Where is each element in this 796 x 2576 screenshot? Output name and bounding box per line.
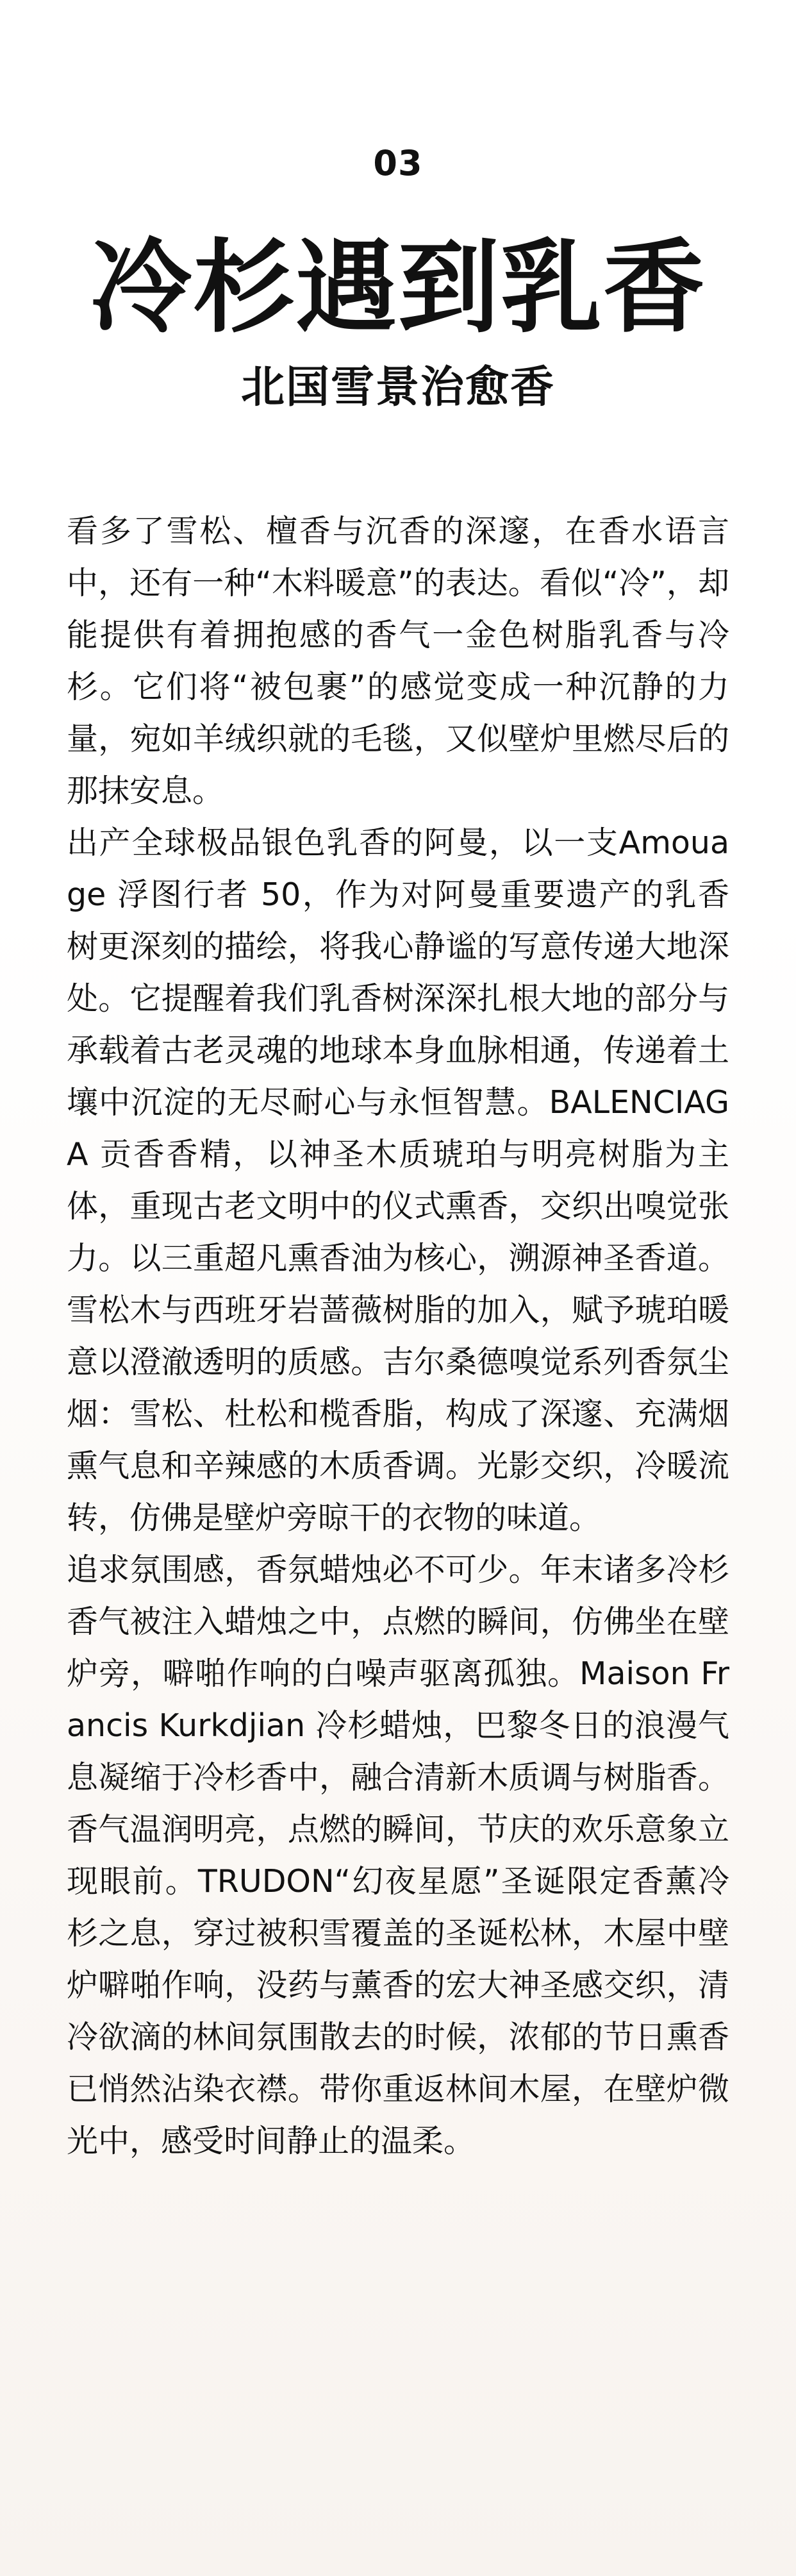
page-title: 冷杉遇到乳香 bbox=[90, 228, 706, 347]
section-number: 03 bbox=[373, 143, 423, 183]
page-subtitle: 北国雪景治愈香 bbox=[240, 362, 555, 413]
article-body bbox=[67, 505, 729, 2167]
paragraph-3: 追求氛围感，香氛蜡烛必不可少。年末诸多冷杉香气被注入蜡烛之中，点燃的瞬间，仿佛坐在壁炉旁，噼啪作响的白噪声驱离孤独。Maison Francis Kurkdjian 冷杉蜡烛，巴黎冬日的浪漫气息凝缩于冷杉香中，融合清新木质调与树脂香。香气温润明亮，点燃的瞬间，节庆的欢乐意象立现眼前。TRUDON“幻夜星愿”圣诞限定香薰冷杉之息，穿过被积雪覆盖的圣诞松林，木屋中壁炉噼啪作响，没药与薰香的宏大神圣感交织，清冷欲滴的林间氛围散去的时候，浓郁的节日熏香已悄然沾染衣襟。带你重返林间木屋，在壁炉微光中，感受时间静止的温柔。 bbox=[67, 1551, 729, 2159]
paragraph-1: 看多了雪松、檀香与沉香的深邃，在香水语言中，还有一种“木料暖意”的表达。看似“冷”，却能提供有着拥抱感的香气一金色树脂乳香与冷杉。它们将“被包裹”的感觉变成一种沉静的力量，宛如羊绒织就的毛毯，又似壁炉里燃尽后的那抹安息。 bbox=[67, 513, 729, 809]
paragraph-2: 出产全球极品银色乳香的阿曼，以一支Amouage 浮图行者 50，作为对阿曼重要遗产的乳香树更深刻的描绘，将我心静谧的写意传递大地深处。它提醒着我们乳香树深深扎根大地的部分与承载着古老灵魂的地球本身血脉相通，传递着土壤中沉淀的无尽耐心与永恒智慧。BALENCIAGA 贡香香精，以神圣木质琥珀与明亮树脂为主体，重现古老文明中的仪式熏香，交织出嗅觉张力。以三重超凡熏香油为核心，溯源神圣香道。雪松木与西班牙岩蔷薇树脂的加入，赋予琥珀暖意以澄澈透明的质感。吉尔桑德嗅觉系列香氛尘烟：雪松、杜松和榄香脂，构成了深邃、充满烟熏气息和辛辣感的木质香调。光影交织，冷暖流转，仿佛是壁炉旁晾干的衣物的味道。 bbox=[67, 824, 729, 1536]
